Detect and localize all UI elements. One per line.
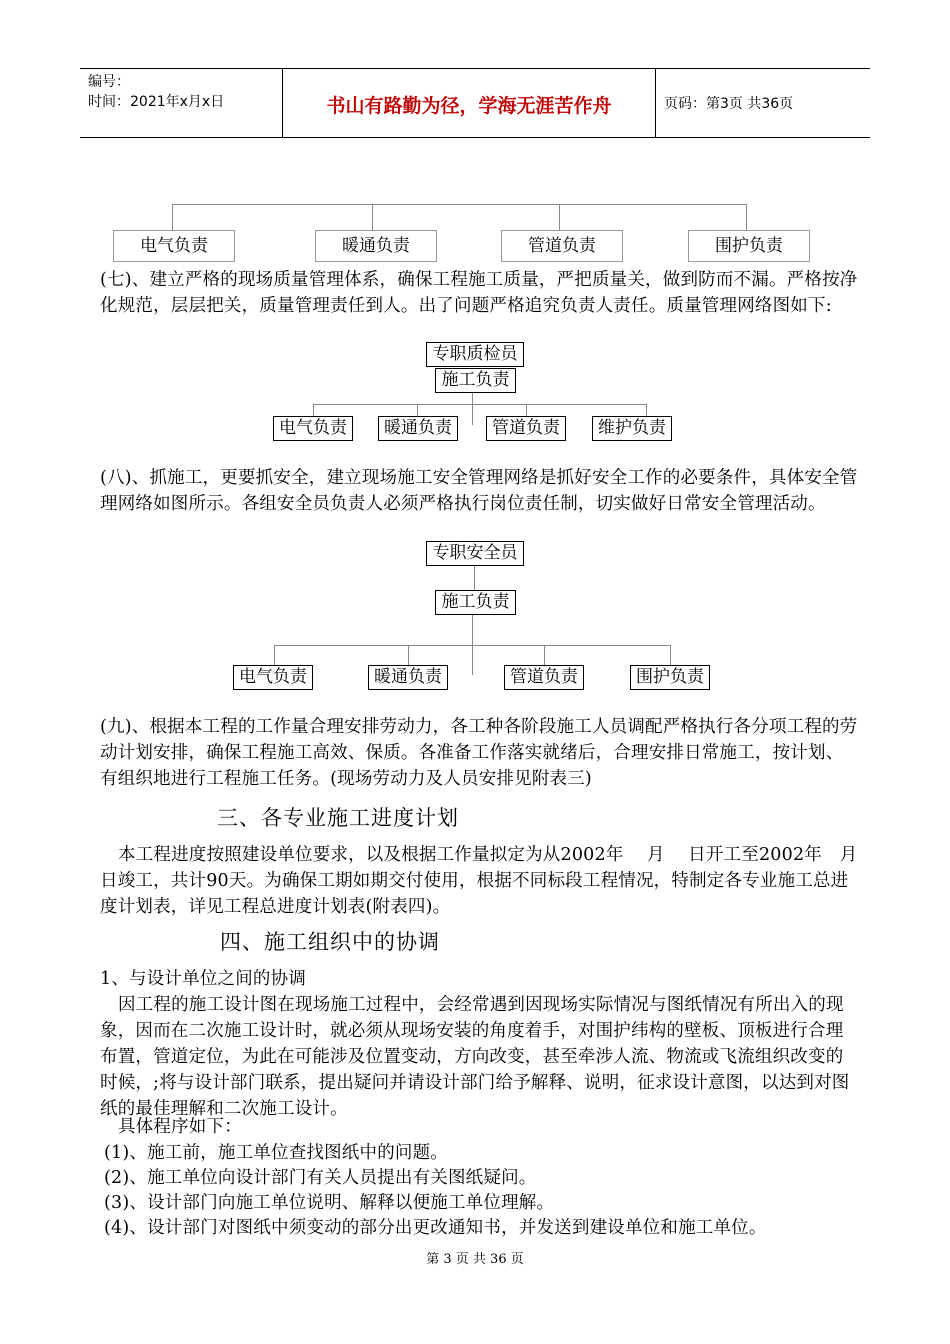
step-4: (4)、设计部门对图纸中须变动的部分出更改通知书，并发送到建设单位和施工单位。 (104, 1218, 767, 1238)
org-box-pipe: 管道负责 (501, 230, 623, 262)
org-box-safety-officer: 专职安全员 (426, 541, 524, 566)
connector-line (474, 566, 475, 590)
connector-line (417, 404, 418, 416)
steps-intro: 具体程序如下： (118, 1117, 242, 1137)
number-label: 编号： (88, 74, 130, 90)
connector-line (646, 404, 647, 416)
org-box-maintenance: 维护负责 (592, 416, 672, 441)
subsection-1-title: 1、与设计单位之间的协调 (100, 969, 307, 989)
connector-line (172, 204, 173, 230)
org-box-electric: 电气负责 (273, 416, 353, 441)
connector-line (313, 404, 646, 405)
connector-line (274, 645, 670, 646)
connector-line (526, 404, 527, 416)
org-box-electric: 电气负责 (113, 230, 235, 262)
step-2: (2)、施工单位向设计部门有关人员提出有关图纸疑问。 (104, 1168, 537, 1188)
section-4-title: 四、施工组织中的协调 (220, 930, 440, 954)
connector-line (408, 645, 409, 665)
connector-line (313, 404, 314, 416)
paragraph-9: (九)、根据本工程的工作量合理安排劳动力，各工种各阶段施工人员调配严格执行各分项工程的劳动计划安排，确保工程施工高效、保质。各准备工作落实就绪后，合理安排日常施工，按计划、有组织地进行工程施工任务。(现场劳动力及人员安排见附表三) (100, 717, 858, 789)
org-box-enclosure: 围护负责 (630, 665, 710, 690)
paragraph-8: (八)、抓施工，更要抓安全，建立现场施工安全管理网络是抓好安全工作的必要条件，具体安全管理网络如图所示。各组安全员负责人必须严格执行岗位责任制，切实做好日常安全管理活动。 (100, 468, 858, 514)
paragraph-7: (七)、建立严格的现场质量管理体系，确保工程施工质量，严把质量关，做到防而不漏。严格按净化规范，层层把关，质量管理责任到人。出了问题严格追究负责人责任。质量管理网络图如下: (100, 270, 858, 316)
motto: 书山有路勤为径，学海无涯苦作舟 (326, 95, 612, 117)
org-box-construction-lead: 施工负责 (435, 368, 516, 393)
connector-line (559, 204, 560, 230)
org-box-pipe: 管道负责 (504, 665, 584, 690)
org-box-hvac: 暖通负责 (315, 230, 437, 262)
connector-line (274, 645, 275, 665)
section-3-title: 三、各专业施工进度计划 (217, 806, 459, 830)
header-motto-cell (282, 69, 656, 137)
step-3: (3)、设计部门向施工单位说明、解释以便施工单位理解。 (104, 1193, 555, 1213)
connector-line (172, 204, 746, 205)
org-box-electric: 电气负责 (233, 665, 313, 690)
section-3-body: 本工程进度按照建设单位要求，以及根据工作量拟定为从2002年 月 日开工至2002年 月 日竣工，共计90天。为确保工期如期交付使用，根据不同标段工程情况，特制定各专业施工总进度计划表，详见工程总进度计划表(附表四)。 (100, 845, 881, 917)
header-meta (88, 72, 224, 112)
step-1: (1)、施工前，施工单位查找图纸中的问题。 (104, 1143, 448, 1163)
connector-line (670, 645, 671, 665)
connector-line (746, 204, 747, 230)
page-header (80, 68, 870, 138)
org-box-quality-inspector: 专职质检员 (426, 342, 524, 367)
org-box-hvac: 暖通负责 (378, 416, 458, 441)
date-label: 时间：2021年x月x日 (88, 94, 225, 110)
connector-line (372, 204, 373, 230)
connector-line (544, 645, 545, 665)
org-box-hvac: 暖通负责 (368, 665, 448, 690)
page-footer: 第 3 页 共 36 页 (426, 1252, 524, 1267)
connector-line (472, 393, 473, 425)
org-box-enclosure: 围护负责 (688, 230, 810, 262)
org-box-pipe: 管道负责 (486, 416, 566, 441)
page-info: 页码：第3页 共36页 (664, 96, 794, 112)
subsection-1-body: 因工程的施工设计图在现场施工过程中，会经常遇到因现场实际情况与图纸情况有所出入的现象，因而在二次施工设计时，就必须从现场安装的角度着手，对围护纬构的壁板、顶板进行合理布置，管道定位，为此在可能涉及位置变动，方向改变，甚至牵涉人流、物流或飞流组织改变的时候，;将与设计部门联系，提出疑问并请设计部门给予解释、说明，征求设计意图，以达到对图纸的最佳理解和二次施工设计。 (100, 995, 850, 1119)
org-box-construction-lead: 施工负责 (435, 590, 516, 615)
